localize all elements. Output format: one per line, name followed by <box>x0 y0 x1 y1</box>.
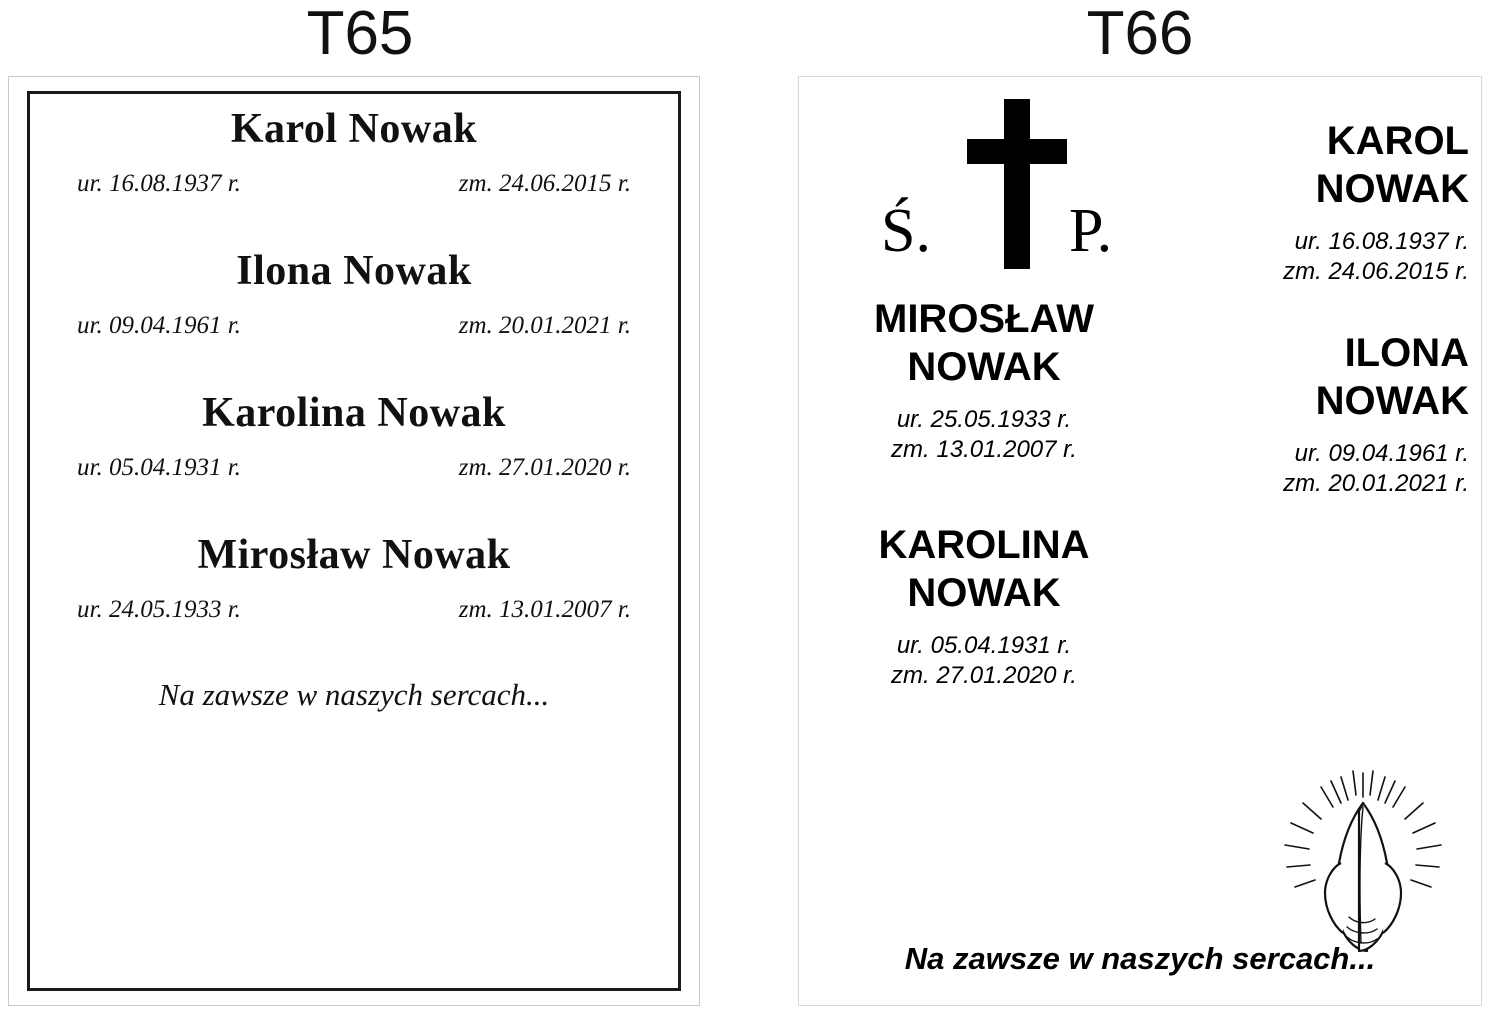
deceased-name-line1: KAROL <box>1326 119 1469 163</box>
plaque-column-left <box>819 95 1149 691</box>
deceased-dates <box>69 169 639 199</box>
birth-date: ur. 16.08.1937 r. <box>1294 228 1469 255</box>
cross-icon <box>967 99 1067 269</box>
sp-emblem <box>871 95 1113 295</box>
entry-spacer <box>69 341 639 387</box>
deceased-name: Ilona Nowak <box>236 248 472 294</box>
memorial-entry <box>819 295 1149 465</box>
deceased-dates <box>1159 227 1469 287</box>
birth-date: ur. 16.08.1937 r. <box>77 170 241 197</box>
panel-title-t66: T66 <box>1086 0 1194 68</box>
memorial-footer-text: Na zawsze w naszych sercach... <box>904 941 1376 976</box>
praying-hands-icon <box>1263 767 1463 957</box>
entry-spacer <box>69 199 639 245</box>
death-date: zm. 27.01.2020 r. <box>891 662 1077 689</box>
sp-letter-right: P. <box>1069 197 1113 265</box>
panel-title-t65: T65 <box>306 0 414 68</box>
death-date: zm. 24.06.2015 r. <box>458 170 631 197</box>
birth-date: ur. 24.05.1933 r. <box>77 596 241 623</box>
deceased-dates <box>69 595 639 625</box>
deceased-dates <box>69 453 639 483</box>
plaque-content-t65 <box>69 103 639 985</box>
memorial-footer-text: Na zawsze w naszych sercach... <box>158 677 550 712</box>
memorial-entry <box>69 103 639 199</box>
birth-date: ur. 05.04.1931 r. <box>896 632 1072 659</box>
panel-t66 <box>780 0 1500 1013</box>
death-date: zm. 20.01.2021 r. <box>458 312 631 339</box>
panel-t65 <box>0 0 720 1013</box>
deceased-name: Karol Nowak <box>230 106 478 152</box>
deceased-name: Mirosław Nowak <box>197 532 511 578</box>
death-date: zm. 20.01.2021 r. <box>1283 470 1469 497</box>
deceased-dates <box>69 311 639 341</box>
entry-spacer <box>1159 287 1469 329</box>
memorial-entry <box>69 529 639 625</box>
sp-letter-left: Ś. <box>881 197 931 265</box>
deceased-name-line2: NOWAK <box>907 571 1061 615</box>
deceased-dates <box>819 405 1149 465</box>
entry-spacer <box>69 483 639 529</box>
birth-date: ur. 05.04.1931 r. <box>77 454 241 481</box>
memorial-entry <box>819 521 1149 691</box>
deceased-name-line2: NOWAK <box>1315 379 1469 423</box>
deceased-dates <box>1159 439 1469 499</box>
cross-horizontal-bar <box>967 139 1067 164</box>
birth-date: ur. 25.05.1933 r. <box>896 406 1072 433</box>
deceased-dates <box>819 631 1149 691</box>
deceased-name: Karolina Nowak <box>202 390 506 436</box>
plaque-content-t66 <box>799 77 1481 1005</box>
birth-date: ur. 09.04.1961 r. <box>1294 440 1469 467</box>
death-date: zm. 24.06.2015 r. <box>1283 258 1469 285</box>
plaque-column-right <box>1159 117 1469 499</box>
deceased-name-line1: KAROLINA <box>878 523 1090 567</box>
memorial-entry <box>1159 329 1469 499</box>
death-date: zm. 13.01.2007 r. <box>891 436 1077 463</box>
entry-spacer <box>819 465 1149 521</box>
memorial-entry <box>69 245 639 341</box>
death-date: zm. 13.01.2007 r. <box>458 596 631 623</box>
deceased-name-line1: ILONA <box>1344 331 1469 375</box>
death-date: zm. 27.01.2020 r. <box>458 454 631 481</box>
deceased-name-line1: MIROSŁAW <box>874 297 1094 341</box>
plaque-card-t65 <box>8 76 700 1006</box>
birth-date: ur. 09.04.1961 r. <box>77 312 241 339</box>
plaque-card-t66 <box>798 76 1482 1006</box>
deceased-name-line2: NOWAK <box>907 345 1061 389</box>
deceased-name-line2: NOWAK <box>1315 167 1469 211</box>
cross-vertical-bar <box>1004 99 1030 269</box>
memorial-entry <box>1159 117 1469 287</box>
memorial-entry <box>69 387 639 483</box>
